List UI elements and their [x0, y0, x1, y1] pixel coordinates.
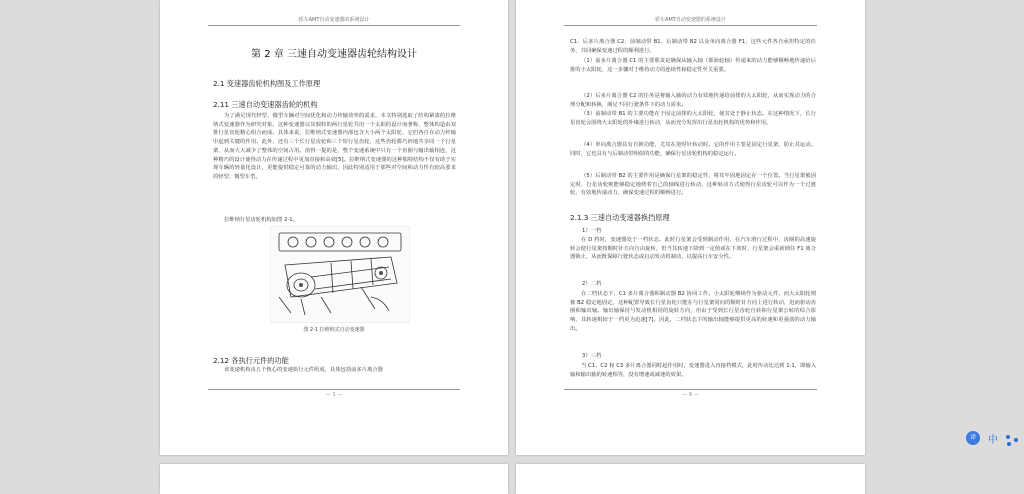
paragraph: 在 D 档时，变速器处于一档状态。此时行星架会受到制动作用，在汽车滑行过程中，齿圈的高速旋转会使行星架按顺时针方向自由旋转，但当其转速下降到一定值或在下坡时，行星架会重新锁住 F1 离合器锁止，从而既保障行驶状态或启动发动机制动，以提高行车安全性。 — [570, 237, 816, 261]
gearbox-illustration — [271, 227, 409, 322]
paragraph: 拉维纳行星齿轮机构如图 2-1。 — [224, 217, 298, 223]
paragraph: 当 C1、C2 和 C3 多片离合器同时起作用时，变速器进入直接档模式，此时传动比达到 1:1，即输入轴和输出轴的转速相等，没有增速或减速的效果。 — [570, 363, 816, 378]
paragraph: C1、后多片离合器 C2、前制动带 B1、后制动带 B2 以及单向离合器 F1，这些元件各自承担特定的任务，共同确保变速过程的顺利进行。 — [570, 39, 816, 54]
paragraph: （1）前多片离合器 C1 的主要职责是确保从输入轴（即涡轮轴）传递来的动力能够顺畅地传递给后排的小太阳轮，这一步骤对于维持动力的连续性和稳定性至关重要。 — [570, 58, 816, 73]
page-header: 轿车AMT自动变速器的系统设计 — [208, 16, 460, 26]
document-page-next-left — [160, 464, 508, 494]
figure-gearbox-diagram — [270, 226, 410, 323]
subsection-gear-2: 2）二档 — [582, 281, 602, 287]
section-heading-2-12: 2.12 各执行元件的功能 — [213, 356, 289, 365]
share-icon[interactable] — [1004, 432, 1020, 446]
paragraph: （2）后多片离合器 C2 的任务是将输入轴的动力有效地传递给前排的大太阳轮，从而实现动力的合理分配和转换，满足不同行驶条件下的动力需求。 — [570, 93, 816, 108]
page-header: 轿车AMT自动变速器的系统设计 — [564, 16, 817, 26]
paragraph: 该变速机构由五个核心的变速执行元件组成，具体包括前多片离合器 — [224, 367, 383, 373]
section-heading-2-1-3: 2.1.3 三速自动变速器换挡原理 — [570, 213, 670, 222]
translate-badge-icon[interactable]: 译 — [966, 431, 980, 445]
figure-caption: 图 2-1 拉维纳式自动变速器 — [303, 327, 365, 333]
paragraph: （4）单向离合器具有自锁功能，尤其在逆时针转动时。它的作用主要是固定行星架，防止其运动。同时，它也具有与后制动带相似的功能，确保行星齿轮机构的稳定运行。 — [570, 142, 816, 157]
section-heading-2-1: 2.1 变速器齿轮机构图及工作原理 — [213, 79, 321, 88]
page-number: — 8 — — [564, 389, 817, 398]
paragraph: （5）后制动带 B2 的主要作用是确保行星架的稳定性，将其牢固地固定在一个位置。当行星架被固定时，行星齿轮则能够稳定地绕着自己的轴线进行转动，这种转动方式使得行星齿轮可以作为一个过渡轮，有效地传递动力，确保变速过程的顺畅进行。 — [570, 173, 816, 197]
chinese-language-button[interactable]: 中 — [988, 435, 998, 446]
document-page-next-right — [516, 464, 865, 494]
paragraph: 在二档状态下，C1 多片离合器和制动器 B2 协同工作。小太阳轮继续作为驱动元件，而大太阳轮则被 B2 稳定地固定，这种配置导致长行星齿轮只能在与行星架同向的顺时针方向上进行转动，进而驱动齿圈和输出轴。输出轴保持与发动机相同的旋转方向，但由于受到长行星齿轮自转和行星架公转的综合影响，其转速相较于一档更为迅速[7]。因此，二档状态下的输出轴能够提供更高的转速和更强劲的动力输出。 — [570, 291, 816, 332]
subsection-gear-3: 3）三档 — [582, 353, 602, 359]
page-number: — 1 — — [208, 389, 460, 398]
paragraph: （3）前制动带 B1 的主要功能在于固定前排的大太阳轮，使其处于静止状态。在这种情况下，长行星齿轮会围绕大太阳轮的外缘进行转动，从而充分发挥出行星齿轮机构的优势和作用。 — [570, 111, 816, 126]
chapter-title: 第 2 章 三速自动变速器齿轮结构设计 — [251, 49, 417, 60]
subsection-gear-1: 1）一档 — [582, 228, 602, 234]
paragraph: 为了满足现代轻型、微型车辆对空间优化和动力传输效率的需求，本文特别选取了结构紧凑的拉维纳式变速器作为研究对象。这种变速器以其独特的两行星轮共用一个太阳的设计而著称，整体构造由双排行星齿轮精心组合而成。具体来说，拉维纳式变速器内部包含大小两个太阳轮，它们各自在动力传输中起到关键的作用。此外，还有三个长行星齿轮和三个短行星齿轮，这些齿轮都巧妙地共享同一个行星架，从而大大减少了整体的空间占用。值得一提的是，整个变速系统中只有一个齿圈与输出轴相连，这种精巧的设计使得动力在传递过程中更加直接和高效[5]。拉维纳式变速器的这种独特结构不仅有助于实现车辆的轻量化设计，更能提供稳定可靠的动力输出，因此特别适用于那些对空间和动力性有较高要求的轻型、微型车型。 — [213, 113, 456, 180]
section-heading-2-11: 2.11 三速自动变速器齿轮的机构 — [213, 100, 318, 109]
